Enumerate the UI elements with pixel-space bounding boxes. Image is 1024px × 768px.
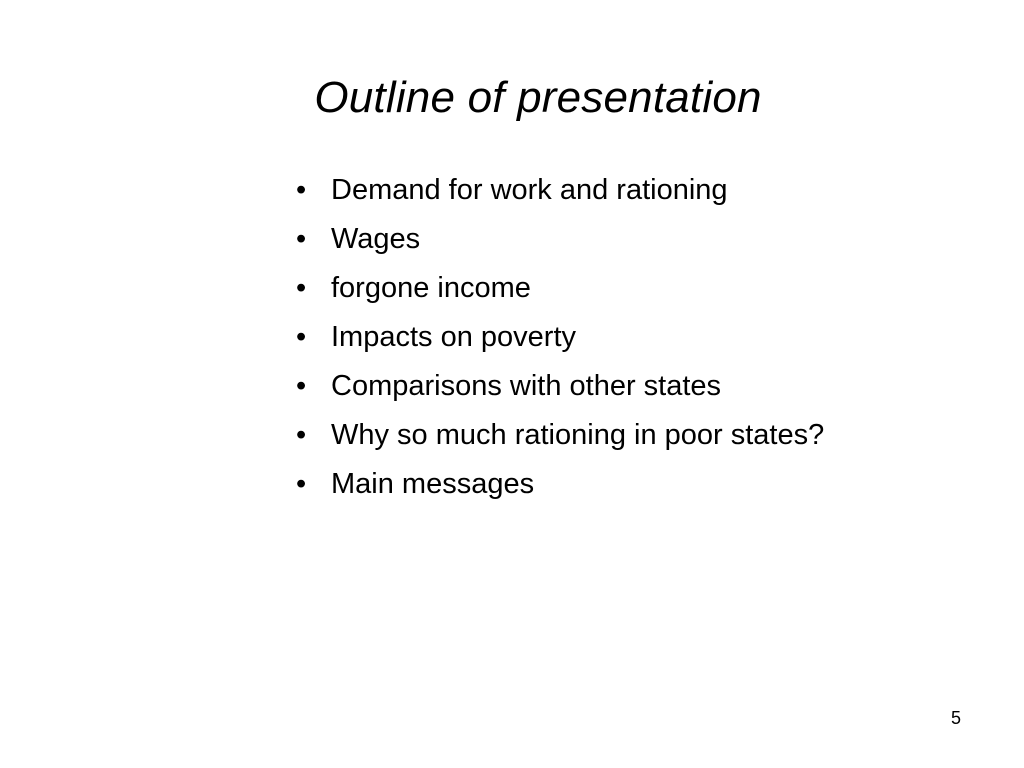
list-item	[293, 170, 833, 210]
bullet-icon: •	[296, 370, 307, 402]
list-item-text: Comparisons with other states	[331, 370, 722, 402]
page-number: 5	[951, 708, 962, 728]
bullet-icon: •	[296, 419, 307, 451]
list-item-text: Wages	[331, 223, 421, 255]
list-item-text: Demand for work and rationing	[331, 174, 728, 206]
list-item	[293, 317, 833, 357]
slide-title: Outline of presentation	[314, 73, 762, 122]
list-item-text: Why so much rationing in poor states?	[331, 419, 825, 451]
list-item	[293, 219, 833, 259]
bullet-icon: •	[296, 223, 307, 255]
bullet-icon: •	[296, 174, 307, 206]
list-item-text: Impacts on poverty	[331, 321, 576, 353]
list-item	[293, 268, 833, 308]
outline-list	[293, 170, 833, 513]
list-item	[293, 415, 833, 455]
list-item	[293, 366, 833, 406]
bullet-icon: •	[296, 468, 307, 500]
bullet-icon: •	[296, 272, 307, 304]
bullet-icon: •	[296, 321, 307, 353]
list-item-text: Main messages	[331, 468, 535, 500]
list-item	[293, 464, 833, 504]
list-item-text: forgone income	[331, 272, 531, 304]
